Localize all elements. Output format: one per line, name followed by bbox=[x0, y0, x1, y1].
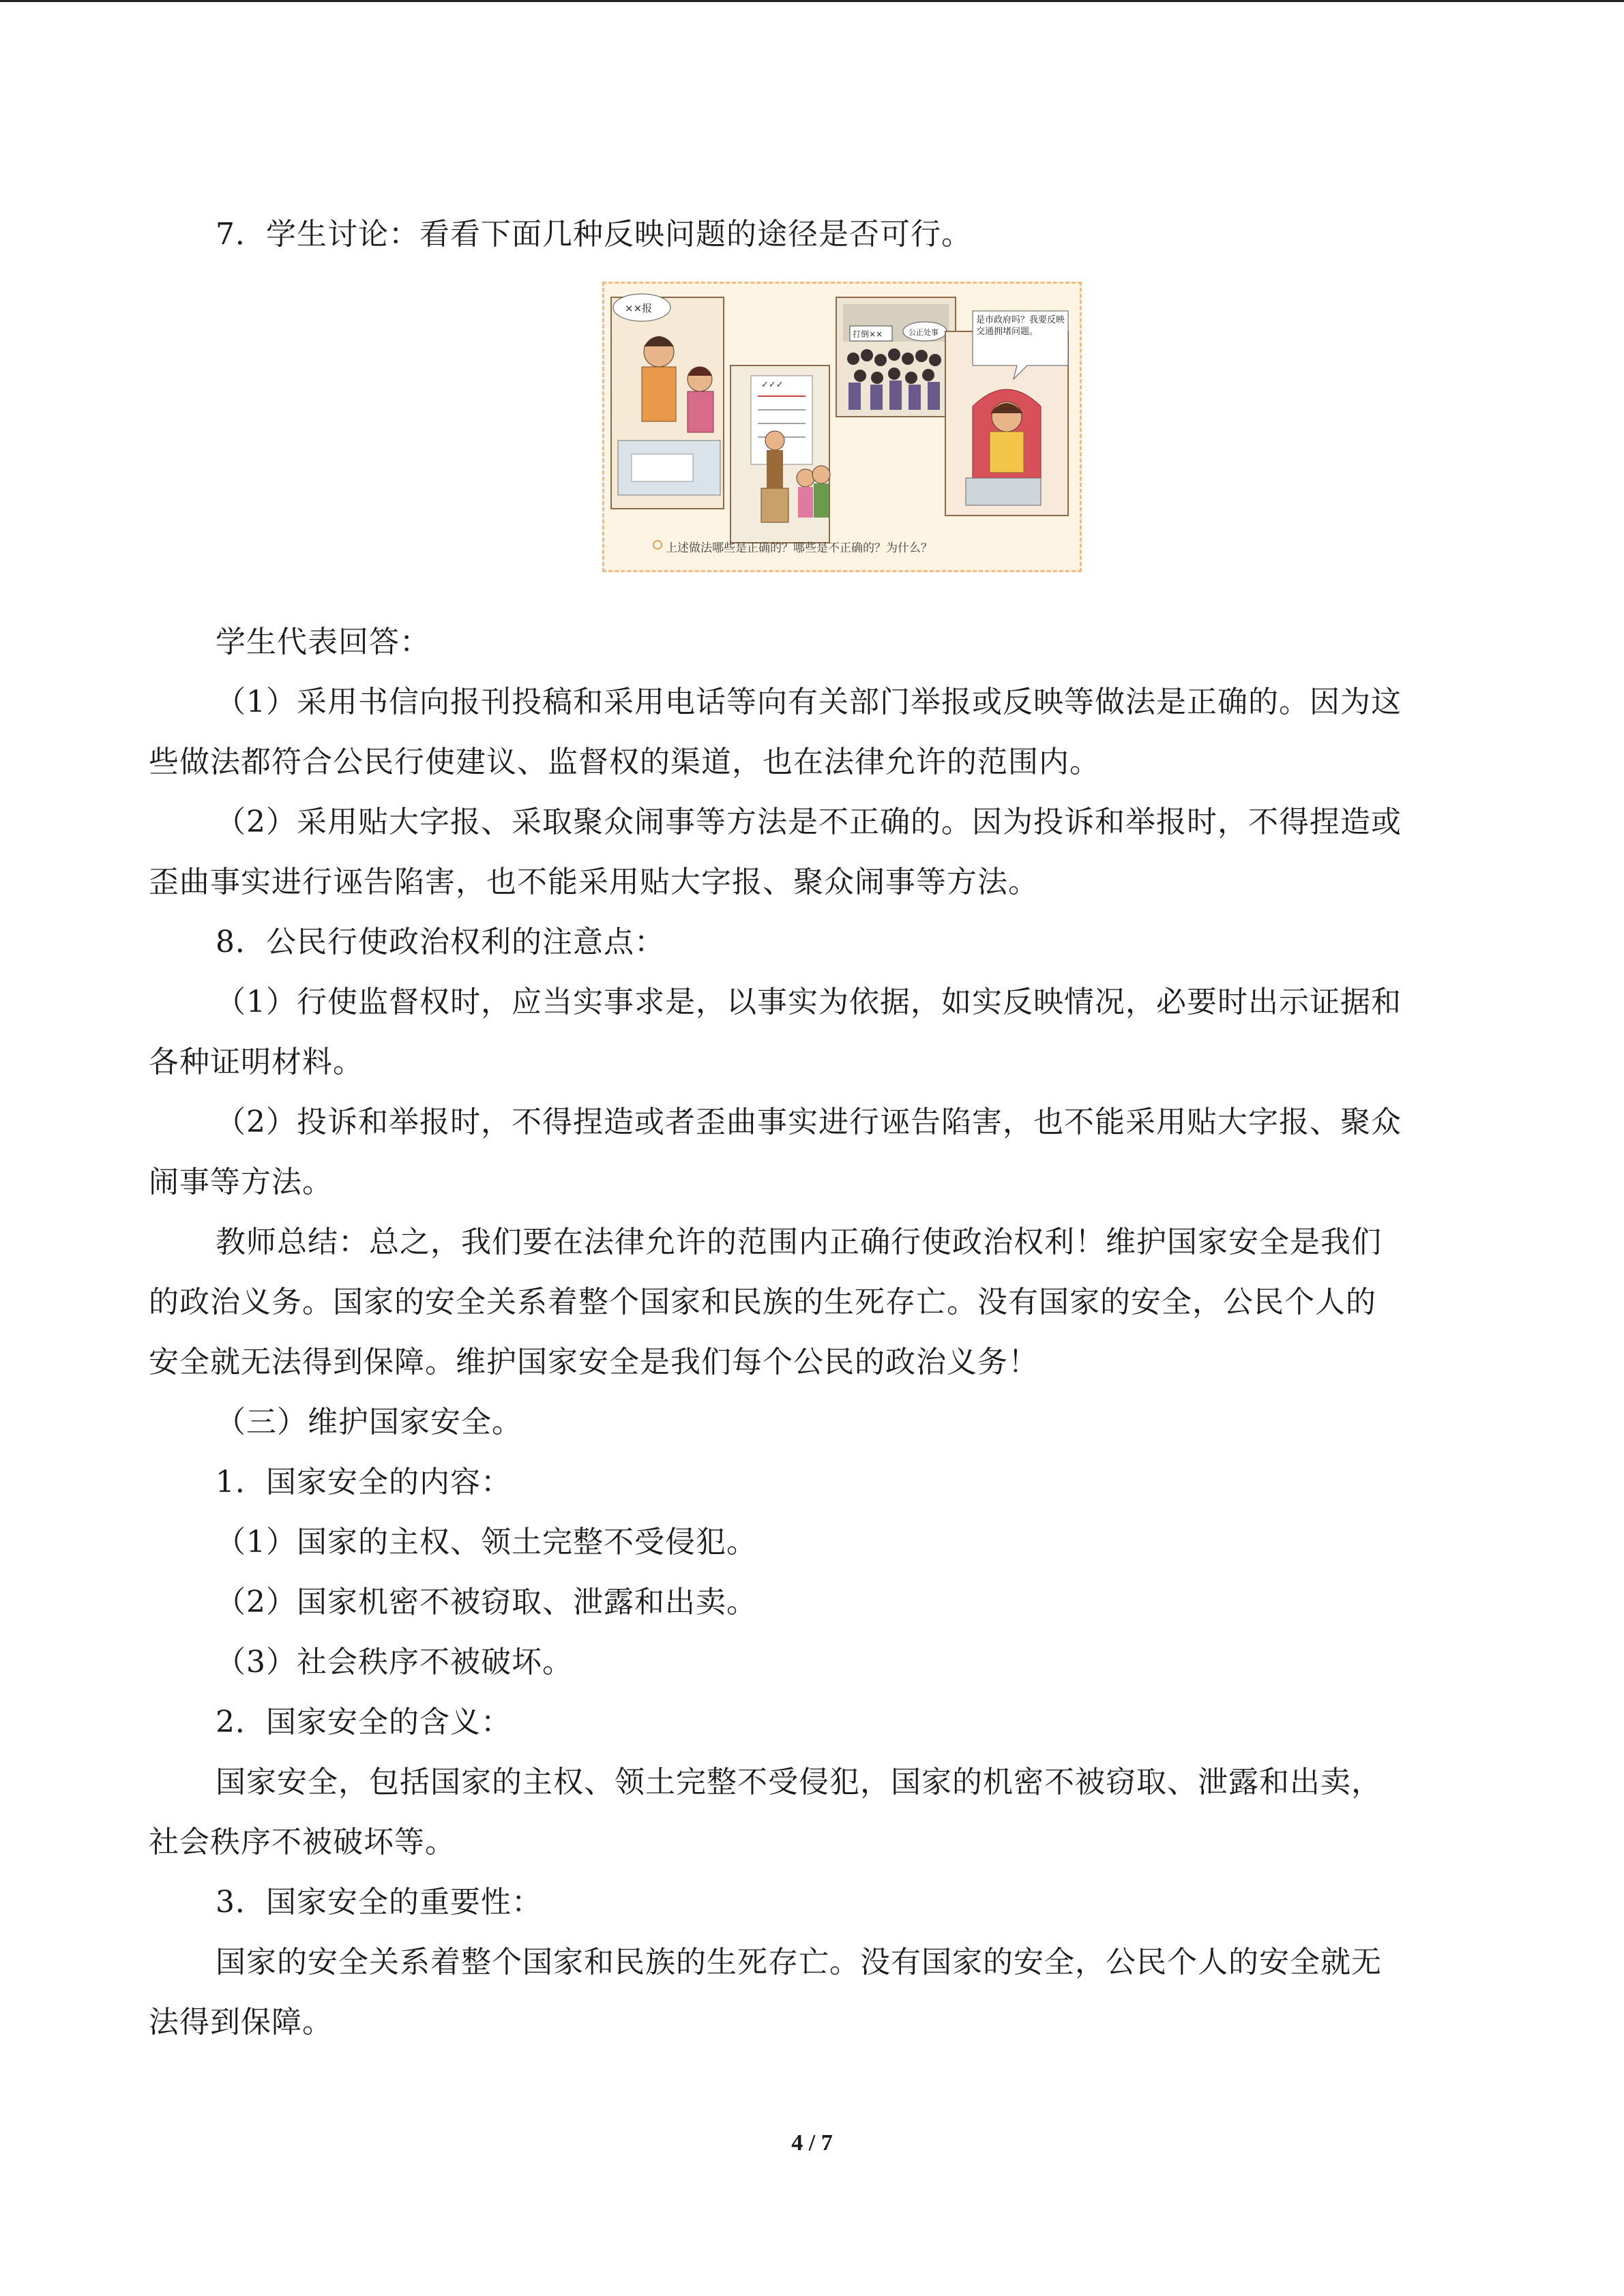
figure-caption: 上述做法哪些是正确的？哪些是不正确的？为什么？ bbox=[666, 541, 932, 555]
top-rule bbox=[0, 0, 1624, 2]
bubble-text-2: ✓✓✓ bbox=[761, 380, 784, 390]
answer-1-line-2: 些做法都符合公民行使建议、监督权的渠道，也在法律允许的范围内。 bbox=[149, 745, 1100, 779]
answer-1-line-1: （1）采用书信向报刊投稿和采用电话等向有关部门举报或反映等做法是正确的。因为这 bbox=[216, 685, 1402, 719]
teacher-summary-line-2: 的政治义务。国家的安全关系着整个国家和民族的生死存亡。没有国家的安全，公民个人的 bbox=[149, 1285, 1376, 1320]
student-answer-heading: 学生代表回答： bbox=[216, 625, 430, 659]
comic-illustration bbox=[604, 284, 1080, 570]
item-8-heading: 8．公民行使政治权利的注意点： bbox=[216, 925, 665, 959]
security-content-1: （1）国家的主权、领土完整不受侵犯。 bbox=[216, 1525, 757, 1560]
note-1-line-2: 各种证明材料。 bbox=[149, 1045, 364, 1079]
security-importance-heading: 3．国家安全的重要性： bbox=[216, 1885, 542, 1920]
bubble-text-4: 公正处事 bbox=[909, 328, 939, 337]
bubble-text-5: 是市政府吗？我要反映交通拥堵问题。 bbox=[976, 315, 1065, 337]
security-importance-line-1: 国家的安全关系着整个国家和民族的生死存亡。没有国家的安全，公民个人的安全就无 bbox=[216, 1945, 1382, 1980]
illustration-panel bbox=[602, 282, 1082, 572]
security-content-3: （3）社会秩序不被破坏。 bbox=[216, 1645, 573, 1680]
page-number: 4 / 7 bbox=[791, 2130, 833, 2156]
teacher-summary-line-1: 教师总结：总之，我们要在法律允许的范围内正确行使政治权利！维护国家安全是我们 bbox=[216, 1225, 1382, 1259]
note-2-line-1: （2）投诉和举报时，不得捏造或者歪曲事实进行诬告陷害，也不能采用贴大字报、聚众 bbox=[216, 1105, 1402, 1139]
note-1-line-1: （1）行使监督权时，应当实事求是，以事实为依据，如实反映情况，必要时出示证据和 bbox=[216, 985, 1402, 1019]
bubble-text-3: 打倒×× bbox=[853, 329, 883, 339]
answer-2-line-2: 歪曲事实进行诬告陷害，也不能采用贴大字报、聚众闹事等方法。 bbox=[149, 865, 1039, 899]
teacher-summary-line-3: 安全就无法得到保障。维护国家安全是我们每个公民的政治义务！ bbox=[149, 1345, 1039, 1380]
security-meaning-line-1: 国家安全，包括国家的主权、领土完整不受侵犯，国家的机密不被窃取、泄露和出卖， bbox=[216, 1765, 1382, 1800]
security-content-2: （2）国家机密不被窃取、泄露和出卖。 bbox=[216, 1585, 757, 1620]
security-importance-line-2: 法得到保障。 bbox=[149, 2005, 333, 2040]
bubble-text-1: ××报 bbox=[625, 302, 653, 314]
security-meaning-line-2: 社会秩序不被破坏等。 bbox=[149, 1825, 456, 1860]
section-3-heading: （三）维护国家安全。 bbox=[216, 1405, 522, 1440]
security-meaning-heading: 2．国家安全的含义： bbox=[216, 1705, 512, 1740]
item-7-heading: 7．学生讨论：看看下面几种反映问题的途径是否可行。 bbox=[216, 217, 972, 252]
note-2-line-2: 闹事等方法。 bbox=[149, 1165, 333, 1199]
answer-2-line-1: （2）采用贴大字报、采取聚众闹事等方法是不正确的。因为投诉和举报时，不得捏造或 bbox=[216, 805, 1402, 839]
security-content-heading: 1．国家安全的内容： bbox=[216, 1465, 512, 1500]
